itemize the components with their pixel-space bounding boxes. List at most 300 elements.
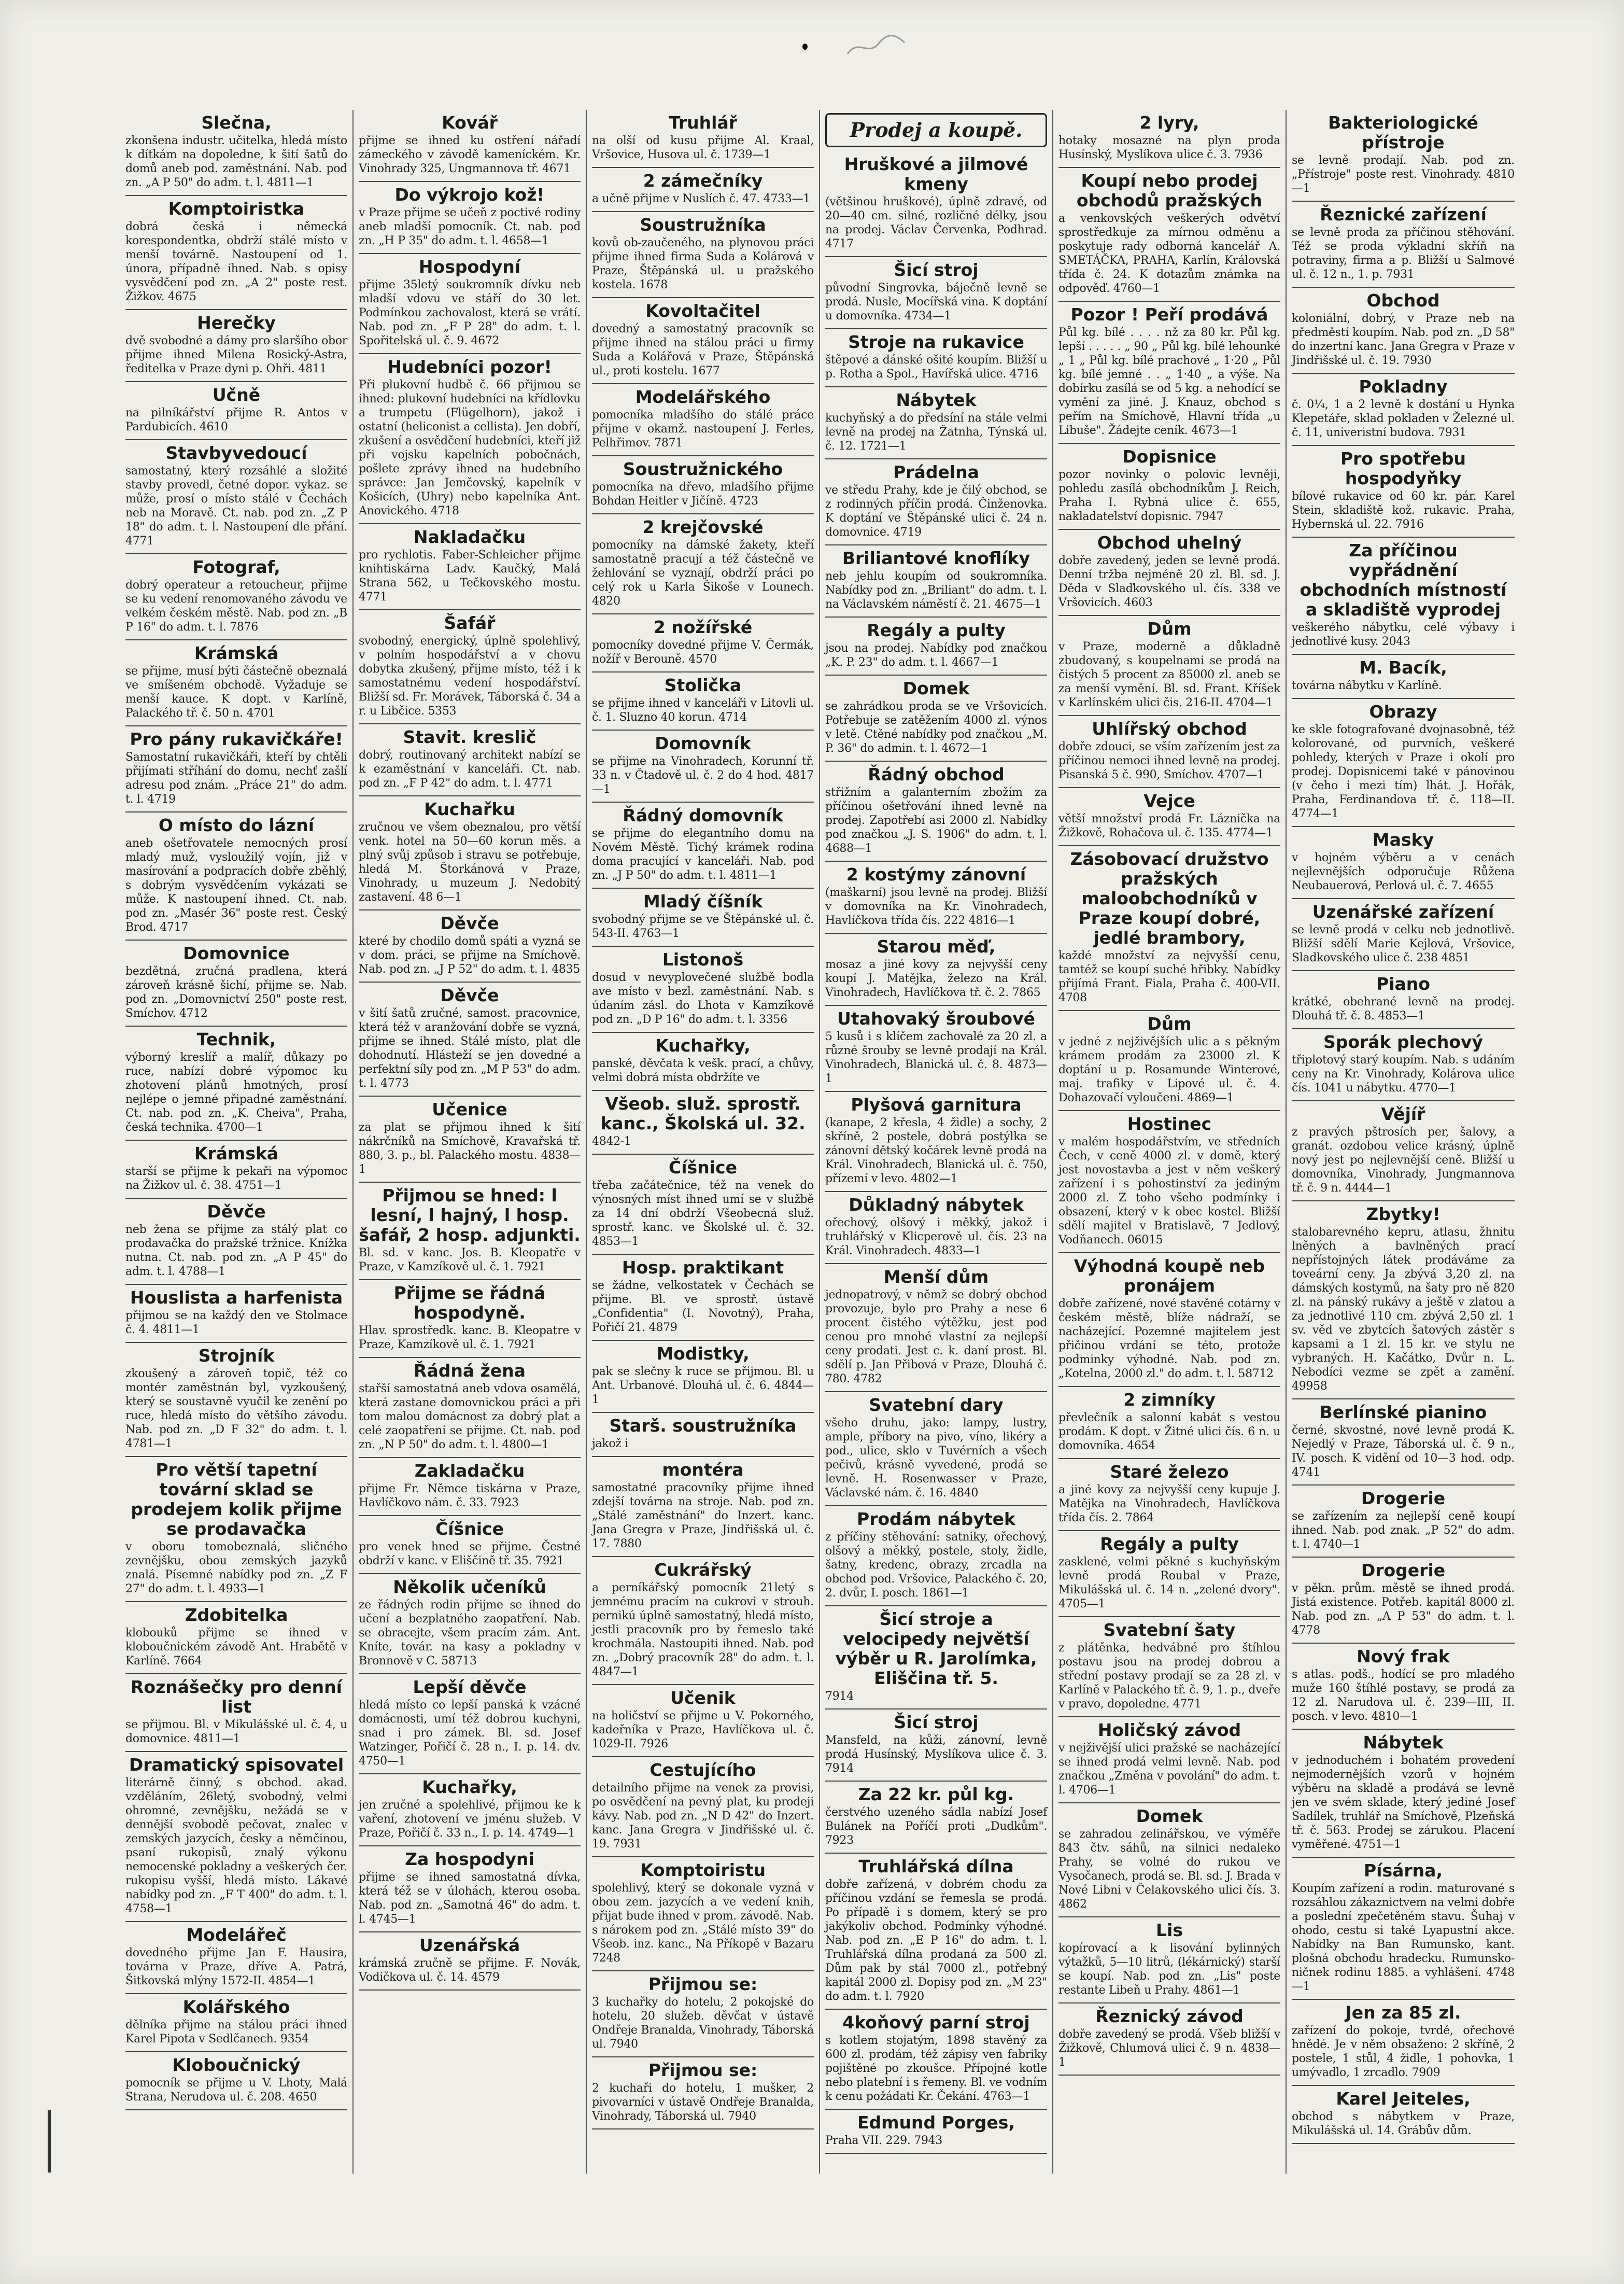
classified-ad: [1292, 1029, 1515, 1101]
ad-text: kuchyňský a do předsíní na stále velmi levně na prodej na Žatnha, Týnská ul. č. 12. 1721—1: [825, 412, 1047, 453]
ad-text: větší množství prodá Fr. Láznička na Žižkově, Rohačova ul. č. 135. 4774—1: [1058, 812, 1280, 839]
ink-dot: [802, 44, 808, 50]
pencil-scribble: [845, 33, 907, 59]
classified-ad: [825, 151, 1047, 257]
ad-text: původní Singrovka, báječně levně se prodá. Nusle, Mocířská vina. K doptání u domovníka. 4734—1: [825, 282, 1047, 323]
ad-heading: Děvče: [440, 913, 499, 933]
classified-ad: [359, 796, 581, 910]
classified-ad: [825, 329, 1047, 387]
ad-text: se přijme do elegantního domu na Novém Městě. Tichý krámek rodina doma pracující v kanceláři. Nab. pod zn. „J P 50" do adm. t. l. 4811—1: [592, 827, 814, 882]
classified-ad: [1292, 1399, 1515, 1486]
ad-text: v jednoduchém i bohatém provedení nejmodernějších vzorů v hojném výběru na skladě a prodává se levně jen ve svém sklade, který jediné Josef Sadílek, truhlář na Smíchově, Plzeňská tř. č. 563. Prodej se zárukou. Placení vyměřené. 4751—1: [1292, 1754, 1515, 1851]
ad-text: v hojném výběru a v cenách nejlevnějších odporučuje Růžena Neubauerová, Perlová ul. č. 7. 4655: [1292, 851, 1515, 892]
ad-text: dobře zavedený, jeden se levně prodá. Denní tržba nejméně 20 zl. Bl. sd. J. Děda v Slaďkovského ul. čís. 338 ve Vršovicích. 4603: [1058, 554, 1280, 609]
ad-heading: Masky: [1372, 830, 1434, 850]
classified-ad: [592, 731, 814, 803]
ad-text: pak se slečny k ruce se přijmou. Bl. u Ant. Urbanové. Dlouhá ul. č. 6. 4844—1: [592, 1365, 814, 1406]
classified-ad: [825, 1782, 1047, 1854]
ad-text: zasklené, velmi pěkné s kuchyňským levně prodá Roubal v Praze, Mikulášská ul. č. 14 n. „zelené dvory". 4705—1: [1058, 1556, 1280, 1610]
ad-heading: Kolářského: [182, 1997, 290, 2017]
ad-heading: Přijme se řádná hospodyně.: [393, 1283, 546, 1323]
classified-ad: [1058, 1111, 1280, 1253]
ad-text: klobouků přijme se ihned v kloboučnickém závodě Ant. Hrabětě v Karlíně. 7664: [125, 1627, 347, 1668]
ad-text: 4842-1: [592, 1135, 631, 1148]
ad-heading: Listonoš: [662, 949, 744, 970]
ad-heading: Kloboučnický: [172, 2055, 301, 2075]
ad-heading: Starou měď,: [877, 936, 996, 957]
ad-text: se přijmou. Bl. v Mikulášské ul. č. 4, u domovnice. 4811—1: [125, 1718, 347, 1745]
ad-text: a perníkářský pomocník 21letý s jemnému pracím na cukrovi v strouh. pernikú úplně samostatný, hledá místo, jestli pracovník pro by řemeslo také krochmála. Nastoupiti ihned. Nab. pod zn. „Dobrý pracovník 28" do adm. t. l. 4847—1: [592, 1581, 814, 1678]
ad-heading: Šicí stroje a velocipedy největší výběr u R. Jarolímka, Eliščina tř. 5.: [835, 1609, 1037, 1688]
classified-ad: [1292, 446, 1515, 538]
ad-heading: Utahovaký šroubové: [837, 1008, 1035, 1029]
classified-ad: [825, 934, 1047, 1006]
ad-heading: Hudebníci pozor!: [387, 357, 552, 377]
classified-ad: [359, 354, 581, 524]
ad-text: panské, děvčata k vešk. prací, a chůvy, velmi dobrá místa obdržíte ve: [592, 1057, 814, 1084]
classified-ad: [1058, 788, 1280, 846]
classified-ad: [359, 983, 581, 1097]
ad-text: bílové rukavice od 60 kr. pár. Karel Stein, skladiště kož. rukavic. Praha, Hybernská ul. 22. 7916: [1292, 490, 1515, 531]
ad-text: převlečník a salonní kabát s vestou prodám. K dopt. v Žitné ulici čís. 6 n. u domovníka. 4654: [1058, 1411, 1280, 1452]
classified-ad: [1058, 168, 1280, 302]
classified-ad: [1058, 302, 1280, 444]
classified-ad: [125, 1457, 347, 1602]
ad-heading: Modelářeč: [186, 1925, 287, 1945]
ad-heading: Děvče: [440, 985, 499, 1005]
ad-text: dobrý, routinovaný architekt nabízí se k ezaměstnání v kanceláři. Ct. nab. pod zn. „F P 42" do adm. t. l. 4771: [359, 749, 581, 790]
classified-ad: [359, 110, 581, 182]
ad-text: na pilníkářství přijme R. Antos v Pardubicích. 4610: [125, 407, 347, 433]
ad-heading: Zásobovací družstvo pražských maloobchodníků v Praze koupí dobré, jedlé brambory,: [1070, 849, 1269, 948]
ad-text: přijme se ihned samostatná dívka, která též se v úlohách, kterou osoba. Nab. pod zn. „Samotná 46" do adm. t. l. 4745—1: [359, 1871, 581, 1926]
classified-columns: [120, 110, 1522, 2174]
ad-heading: Hosp. praktikant: [622, 1257, 784, 1278]
ad-heading: Svatební dary: [869, 1395, 1004, 1415]
classified-ad: [592, 298, 814, 384]
classified-ad: [125, 196, 347, 310]
ad-heading: Domek: [1136, 1806, 1203, 1826]
classified-ad: [592, 1557, 814, 1685]
ad-heading: 2 zámečníky: [643, 171, 763, 191]
ad-text: stalobarevného kepru, atlasu, žhnitu lněných a bavlněných prací nepřístojných látek prodáváme za toveární ceny. Ja zbývá 3,20 zl. na dámských kostymů, na šaty pro ně 820 zl. na pánský rukávy a ještě v zlatou a za jednotlivé 110 cm. zbývá 2,50 zl. 1 sv. věd ve zbytcích šatových zástěr s kapsami a 1 zl. 15 kr. ve stylu ne vybraných. H. Kačátko, Dvůr n. L. Nebodíci vezme se zpět a zamění. 49958: [1292, 1226, 1515, 1393]
ad-text: Hlav. sprostředk. kanc. B. Kleopatre v Praze, Kamzíkově ul. č. 1. 7921: [359, 1324, 581, 1351]
ad-heading: Důkladný nábytek: [849, 1195, 1024, 1215]
ad-heading: Karel Jeiteles,: [1336, 2089, 1471, 2109]
ad-text: (kanape, 2 křesla, 4 židle) a sochy, 2 skříně, 2 postele, dobrá postýlka se zánovní dětský kočárek levně prodá na Král. Vinohradech, Blanická ul. č. 750, přízemí v levo. 4802—1: [825, 1116, 1047, 1185]
ad-heading: Herečky: [197, 313, 276, 333]
ad-heading: Pro pány rukavičkáře!: [130, 729, 343, 749]
ad-heading: 4koňový parní stroj: [842, 2012, 1030, 2033]
ad-heading: montéra: [662, 1460, 744, 1480]
ad-heading: Technik,: [196, 1029, 276, 1049]
classified-ad: [592, 384, 814, 456]
ad-heading: Pokladny: [1359, 376, 1448, 397]
ad-heading: Stolička: [664, 675, 742, 695]
classified-ad: [359, 610, 581, 724]
ad-heading: Edmund Porges,: [857, 2112, 1015, 2133]
ad-heading: 2 kostýmy zánovní: [846, 864, 1026, 885]
classified-ad: [1292, 2000, 1515, 2086]
ad-heading: Za 22 kr. půl kg.: [858, 1784, 1014, 1804]
ad-text: krámská zručně se přijme. F. Novák, Vodičkova ul. č. 14. 4579: [359, 1957, 581, 1984]
ad-text: na holičství se přijme u V. Pokorného, kadeřníka v Praze, Havlíčkova ul. č. 1029-II. 7926: [592, 1710, 814, 1750]
ad-text: koloniální, dobrý, v Praze neb na předměstí koupím. Nab. pod zn. „D 58" do inzertní kanc. Jana Gregra v Praze v Jindřišské ul. č. 19. 7930: [1292, 312, 1515, 367]
ad-heading: Hospodyní: [418, 257, 521, 277]
ad-text: detailního přijme na venek za provisi, po osvědčení na pevný plat, ku prodeji kávy. Nab. pod zn. „N D 42" do Inzert. kanc. Jana Gregra v Jindřišské ul. č. 19. 7931: [592, 1782, 814, 1851]
classified-ad: [125, 941, 347, 1027]
ad-text: čerstvého uzeného sádla nabízí Josef Bulánek na Poříčí proti „Dudkům". 7923: [825, 1806, 1047, 1847]
classified-ad: [592, 1685, 814, 1757]
classified-ad: [592, 1457, 814, 1557]
ad-text: ke skle fotografované dvojnasobně, též kolorované, od purvních, veškeré pohledy, kterých v Praze i okolí pro prodej. Dopisnicemi také v pánovinou (v čeho i mezi tím) lhát. J. Hořák, Praha, Ferdinandova tř. č. 118—II. 4774—1: [1292, 723, 1515, 820]
classified-ad: [825, 1506, 1047, 1606]
classified-ad: [592, 889, 814, 947]
ad-heading: Učenice: [432, 1099, 507, 1119]
ad-heading: Lis: [1156, 1920, 1183, 1940]
ad-text: ze řádných rodin přijme se ihned do učení a bezplatného zaopatření. Nab. se obracejte, všem pracím zám. Ant. Kníte, továr. na kasy a pokladny v Bronnově v C. 58713: [359, 1599, 581, 1668]
ad-text: Praha VII. 229. 7943: [825, 2134, 942, 2147]
ad-text: Samostatní rukavičkáři, kteří by chtěli přijímati stříhání do domu, nechť zašlí adresu pod znám. „Práce 21" do adm. t. l. 4719: [125, 751, 347, 806]
ad-text: dobrá česká i německá korespondentka, obdrží stálé místo v menší továrně. Nastoupení od 1. února, případně ihned. Nab. s opisy vysvědčení pod zn. „A 2" poste rest. Žižkov. 4675: [125, 220, 347, 303]
ad-heading: Pro spotřebu hospodyňky: [1340, 449, 1466, 488]
ad-text: se přijme, musí býti částečně obeznalá ve smíšeném obchodě. Vyžaduje se menší kauce. K dopt. v Karlíně, Palackého tř. č. 50 n. 4701: [125, 665, 347, 720]
ad-text: 7914: [825, 1690, 854, 1703]
ad-heading: Strojník: [198, 1346, 275, 1366]
ad-text: se zahrádkou proda se ve Vršovicích. Potřebuje se zatěžením 4000 zl. výnos v letě. Ctěné nabídky pod značkou „M. P. 36" do admin. t. l. 4672—1: [825, 700, 1047, 755]
ad-text: samostatné pracovníky přijme ihned zdejší továrna na stroje. Nab. pod zn. „Stálé zaměstnání" do Inzert. kanc. Jana Gregra v Praze, Jindřišská ul. č. 17. 7880: [592, 1481, 814, 1550]
classified-ad: [359, 524, 581, 610]
classified-ad: [825, 2110, 1047, 2154]
classified-ad: [1058, 1917, 1280, 2003]
classified-ad: [825, 1606, 1047, 1710]
ad-text: Půl kg. bílé . . . . nž za 80 kr. Půl kg. lepší . . . . . „ 90 „ Půl kg. bílé lehounké „ 1 „ Půl kg. bílé prachové „ 1·20 „ Půl kg. bílé jemné . . „ 1·40 „ a výše. Na dobírku zasílá se od 5 kg. a nehodící se vymění za jiné. J. Knauz, obchod s peřím na Smíchově, Hlavní třída „u Libuše". Žádejte ceník. 4673—1: [1058, 326, 1280, 437]
ad-text: jen zručné a spolehlivé, přijmou ke k vaření, zhotovení ve jménu služeb. V Praze, Pořičí č. 33 n., I. p. 14. 4749—1: [359, 1799, 581, 1840]
classified-ad: [125, 554, 347, 640]
ad-text: se žádne, velkostatek v Čechách se přijme. Bl. ve sprostř. ústavě „Confidentia" (I. Novotný), Praha, Pořičí 21. 4879: [592, 1279, 814, 1334]
ad-heading: Učenik: [670, 1688, 736, 1708]
classified-ad: [359, 724, 581, 796]
ad-text: černé, skvostné, nové levně prodá K. Nejedlý v Praze, Táborská ul. č. 9 n., IV. posch. K vidění od 10—3 hod. odp. 4741: [1292, 1424, 1515, 1479]
classified-ad: [359, 1774, 581, 1846]
ad-text: bezdětná, zručná pradlena, která zároveň krásně šichí, přijme se. Nab. pod zn. „Domovnictví 250" poste rest. Smíchov. 4712: [125, 965, 347, 1020]
ad-heading: Nakladačku: [413, 527, 526, 547]
ad-heading: Regály a pulty: [1100, 1534, 1239, 1554]
ad-heading: Houslista a harfenista: [130, 1287, 343, 1308]
ad-text: hledá místo co lepší panská k vzácné domácnosti, umí též dobrou kuchyni, snad i pro zámek. Bl. sd. Josef Watzinger, Pořičí č. 28 n., I. p. 14. dv. 4750—1: [359, 1699, 581, 1768]
ad-text: třiplotový starý koupím. Nab. s udáním ceny na Kr. Vinohrady, Kolárova ulice čís. 1041 u nábytku. 4770—1: [1292, 1054, 1515, 1095]
classified-ad: [825, 1006, 1047, 1092]
classified-ad: [1292, 1558, 1515, 1644]
classified-ad: [1058, 1253, 1280, 1387]
classified-ad: [1292, 374, 1515, 446]
classified-ad: [825, 618, 1047, 676]
ad-heading: Zdobitelka: [185, 1605, 288, 1625]
ad-text: v nejživější ulici pražské se nacházející se ihned prodá velmi levně. Nab. pod značkou „Změna v povolání" do adm. t. l. 4706—1: [1058, 1742, 1280, 1797]
ad-text: v pěkn. prům. městě se ihned prodá. Jistá existence. Potřeb. kapitál 8000 zl. Nab. pod zn. „A P 53" do adm. t. l. 4778: [1292, 1582, 1515, 1637]
classified-ad: [825, 1854, 1047, 2010]
classified-ad: [125, 1199, 347, 1285]
classified-ad: [125, 440, 347, 554]
classified-ad: [359, 1574, 581, 1674]
ad-text: Při plukovní hudbě č. 66 přijmou se ihned: plukovní hudebníci na křídlovku a trumpetu (Flügelhorn), jakož i ostatní (heliconist a cellista). Jen dobří, zkušení a osvědčení hudebníci, kteří již při vojsku kapelních pobočnách, pošlete zprávy ihned na hudebního správce: Jan Jemčovský, kapelník v Košicích, (Uhry) nebo kapelníka Ant. Anovického. 4718: [359, 379, 581, 517]
classified-ad: [125, 1343, 347, 1457]
ad-text: se přijme ihned v kanceláři v Litovli ul. č. 1. Sluzno 40 korun. 4714: [592, 697, 814, 724]
ad-text: zručnou ve všem obeznalou, pro větší venk. hotel na 50—60 korun měs. a plný svůj způsob i stravu se potřebuje, hledá M. Štorkánová v Praze, Vinohrady, u muzeum J. Nedobitý zastavení. 48 6—1: [359, 821, 581, 904]
ad-heading: Roznášečky pro denní list: [131, 1677, 342, 1717]
ad-text: (většinou hruškové), úplně zdravé, od 20—40 cm. silné, rozličné délky, jsou na prodej. Václav Červenka, Podhrad. 4717: [825, 195, 1047, 250]
classified-ad: [1292, 655, 1515, 699]
ad-text: Mansfeld, na kůži, zánovní, levně prodá Husínský, Myslíkova ulice č. 3. 7914: [825, 1734, 1047, 1775]
ad-text: štěpové a dánské ošité koupím. Bližší u p. Rotha a Spol., Havířská ulice. 4716: [825, 354, 1047, 381]
ad-heading: Učně: [212, 385, 261, 405]
ad-text: a venkovských veškerých odvětví sprostředkuje za mírnou odměnu a poskytuje rady odborná kancelář A. SMETÁČKA, PRAHA, Karlín, Královská třída č. 24. K dotazům známka na odpověď. 4760—1: [1058, 212, 1280, 295]
classified-ad: [1058, 716, 1280, 788]
classified-ad: [592, 1757, 814, 1857]
classified-ad: [825, 459, 1047, 545]
ad-text: se zahradou zelinářskou, ve výměře 843 čtv. sáhů, na silnici nedaleko Prahy, se volné do rukou ve Vysočanech, prodá se. Bl. sd. J. Brada v Nové Libni v Čelakovského ulici čís. 3. 4862: [1058, 1828, 1280, 1911]
classified-ad: [825, 387, 1047, 459]
ad-heading: Kovář: [442, 113, 498, 133]
classified-ad: [592, 1033, 814, 1091]
ad-text: dobře zdouci, se vším zařízením jest za příčinou nemoci ihned levně na prodej. Pisanská 5 č. 990, Smíchov. 4707—1: [1058, 740, 1280, 781]
ad-heading: Přijmou se:: [648, 2060, 758, 2080]
classified-ad: [125, 1752, 347, 1922]
ad-text: Bl. sd. v kanc. Jos. B. Kleopatře v Praze, v Kamzíkově ul. č. 1. 7921: [359, 1246, 581, 1273]
classified-ad: [359, 1932, 581, 1991]
classified-ad: [825, 1264, 1047, 1392]
ad-text: v Praze přijme se učeň z poctivé rodiny aneb mladší pomocník. Ct. nab. pod zn. „H P 35" do adm. t. l. 4658—1: [359, 206, 581, 247]
ad-heading: Truhlářská dílna: [858, 1856, 1014, 1876]
classified-ad: [125, 812, 347, 941]
classified-ad: [592, 1857, 814, 1971]
ad-heading: Dům: [1147, 619, 1192, 639]
ad-text: z pravých pštrosích per, šalovy, a granát. ozdobou velice krásný, úplně nový jest po nejlevnější ceně. Bližší u domovníka, Vinohrady, Jungmannova tř. č. 9 n. 4444—1: [1292, 1126, 1515, 1195]
classified-ad: [592, 614, 814, 672]
ad-text: přijme se ihned ku ostření nářadí zámeckého v závodě kameníckém. Kr. Vinohrady 325, Ungmannova tř. 4671: [359, 134, 581, 175]
ad-text: literárně činný, s obchod. akad. vzděláním, 26letý, svobodný, velmi ohromné, zevnějšku, nežádá se v dennější svobodě pečovat, znalec v zemských jazycích, česky a němčinou, psaní rukopisů, znalý výkonu nemocenské pokladny a veškerých čer. rukopisu vyšší, hledá místo. Lákavé nabídky pod zn. „F T 400" do adm. t. l. 4758—1: [125, 1776, 347, 1915]
ad-heading: Fotograf,: [192, 557, 280, 577]
ad-text: pomocníky dovedné přijme V. Čermák, nožíř v Berouně. 4570: [592, 639, 814, 666]
ad-heading: Hruškové a jilmové kmeny: [844, 154, 1028, 194]
classified-ad: [1058, 1387, 1280, 1459]
classified-ad: [1292, 202, 1515, 288]
classified-ad: [359, 1846, 581, 1932]
ad-heading: M. Bacík,: [1359, 657, 1447, 678]
ad-text: zkonšena industr. učitelka, hledá místo k dítkám na dopoledne, k šití šatů do domů aneb pod. zaměstnání. Nab. pod zn. „A P 50" do adm. t. l. 4811—1: [125, 134, 347, 189]
ad-heading: Svatební šaty: [1103, 1620, 1236, 1640]
ad-text: hotaky mosazné na plyn proda Husínský, Myslíkova ulice č. 3. 7936: [1058, 134, 1280, 161]
ad-text: v šití šatů zručné, samost. pracovnice, která též v aranžování dobře se vyzná, přijme se ihned. Stálé místo, plat dle dohodnutí. Hlásteží se jen dovedné a perfektní síly pod zn. „M P 53" do adm. t. l. 4773: [359, 1007, 581, 1090]
classified-ad: [1292, 1101, 1515, 1201]
classified-ad: [1058, 1011, 1280, 1111]
ad-heading: Stavit. kreslič: [403, 727, 536, 747]
ad-heading: Za příčinou vypřádnění obchodních místností a skladiště vyprodej: [1300, 540, 1507, 620]
ad-heading: Nábytek: [896, 390, 977, 410]
ad-text: samostatný, který rozsáhlé a složité stavby provedl, četné dopor. vykaz. se může, prosí o místo stálé v Čechách neb na Moravě. Ct. nab. pod zn. „Z P 18" do adm. t. l. Nastoupení dle přání. 4771: [125, 465, 347, 548]
ad-text: 5 kusů i s klíčem zachovalé za 20 zl. a různé šrouby se levně prodají na Král. Vinohradech, Blanická ul. č. 8. 4873—1: [825, 1030, 1047, 1085]
ad-heading: Několik učeníků: [393, 1577, 546, 1597]
ad-heading: 2 nožířské: [653, 617, 753, 637]
classified-ad: [359, 1183, 581, 1280]
classified-ad: [1058, 444, 1280, 530]
classified-ad: [825, 257, 1047, 329]
classified-ad: [592, 110, 814, 168]
ad-heading: Šicí stroj: [894, 1712, 979, 1732]
classified-ad: [1292, 699, 1515, 827]
ad-heading: Soustružníka: [640, 215, 766, 235]
ad-heading: Vejce: [1143, 791, 1195, 811]
ad-heading: Obchod uhelný: [1097, 533, 1242, 553]
ad-text: na olší od kusu přijme Al. Kraal, Vršovice, Husova ul. č. 1739—1: [592, 134, 814, 161]
classified-ad: [359, 254, 581, 354]
ad-heading: Krámská: [194, 1143, 279, 1164]
ad-text: pomocník se přijme u V. Lhoty, Malá Strana, Nerudova ul. č. 208. 4650: [125, 2077, 347, 2104]
ad-heading: Přijmou se:: [648, 1974, 758, 1994]
ad-text: ořechový, olšový i měkký, jakož i truhlářský v Klicperově ul. čís. 23 na Král. Vinohradech. 4833—1: [825, 1216, 1047, 1257]
ad-text: pomocníka mladšího do stálé práce přijme v okamž. nastoupení J. Ferles, Pelhřimov. 7871: [592, 409, 814, 450]
classified-ad: [1292, 1858, 1515, 2000]
ad-heading: Dramatický spisovatel: [129, 1755, 344, 1775]
ad-text: v malém hospodářstvím, ve středních Čech, v ceně 4000 zl. v domě, který jest novostavba a jest v něm veškerý zařízení i s pohostinství za jediným 2000 zl. Z toho všeho podmínky i obsazení, který v k obec kostel. Bližší sdělí majitel v Bratislavě, 7 Jedlový, Vodňanech. 06015: [1058, 1136, 1280, 1246]
classified-ad: [825, 1092, 1047, 1192]
ad-text: veškerého nábytku, celé výbavy i jednotlivé kusy. 2043: [1292, 621, 1515, 648]
margin-mark: [48, 2110, 51, 2173]
classified-ad: [592, 1091, 814, 1155]
classified-ad: [825, 1710, 1047, 1782]
classified-ad: [1292, 1644, 1515, 1730]
classified-ad: [125, 310, 347, 382]
ad-text: přijme Fr. Němce tiskárna v Praze, Havlíčkovo nám. č. 33. 7923: [359, 1482, 581, 1509]
classified-ad: [359, 1097, 581, 1183]
ad-heading: Kuchařky,: [655, 1035, 751, 1056]
ad-text: továrna nábytku v Karlíně.: [1292, 679, 1442, 692]
classified-ad: [825, 1392, 1047, 1506]
ad-heading: Briliantové knoflíky: [842, 548, 1030, 568]
ad-heading: 2 zimníky: [1123, 1390, 1216, 1410]
ad-heading: Domovnice: [183, 943, 290, 963]
ad-heading: Regály a pulty: [867, 620, 1006, 640]
ad-text: pomocníky na dámské žakety, kteří samostatně pracují a též částečně ve žehlování se vyznají, obdrží práci po celý rok u Karla Šikoše v Lounech. 4820: [592, 539, 814, 608]
ad-text: dobře zařízená, v dobrém chodu za příčinou vzdání se řemesla se prodá. Po případě i s domem, který se pro jakýkoliv obchod. Podmínky výhodné. Nab. pod zn. „E P 16" do adm. t. l. Truhlářská dílna prodaná za 500 zl. Dům pak by stál 7000 zl., potřebný kapitál 2000 zl. Dopisy pod zn. „M 23" do adm. t. l. 7920: [825, 1878, 1047, 2003]
ad-heading: 2 krejčovské: [642, 517, 764, 537]
ad-heading: Zakladačku: [414, 1461, 525, 1481]
ad-heading: Uzenářská: [419, 1935, 520, 1955]
column-4: [820, 110, 1053, 2174]
ad-heading: O místo do lázní: [158, 815, 315, 835]
ad-text: mosaz a jiné kovy za nejvyšší ceny koupí J. Matějka, železo na Král. Vinohradech, Havlíčkova tř. č. 2. 7865: [825, 958, 1047, 999]
ad-heading: Řádný obchod: [868, 764, 1005, 784]
classified-ad: [592, 1413, 814, 1457]
classified-ad: [1292, 971, 1515, 1029]
ad-text: neb jehlu koupím od soukromníka. Nabídky pod zn. „Briliant" do adm. t. l. na Václavském náměstí č. 21. 4675—1: [825, 570, 1047, 611]
ad-heading: Kuchařku: [424, 799, 515, 819]
classified-ad: [825, 1192, 1047, 1264]
column-5: [1053, 110, 1287, 2174]
ad-heading: Domovník: [655, 733, 751, 753]
ad-heading: Dopisnice: [1122, 446, 1217, 467]
classified-ad: [825, 2010, 1047, 2110]
ad-text: pro rychlotis. Faber-Schleicher přijme knihtiskárna Ladv. Kaučký, Malá Strana 562, u Tečkovského mostu. 4771: [359, 549, 581, 604]
ad-text: v jedné z nejživějších ulic a s pěkným krámem prodám za 23000 zl. K doptání u p. Rosamunde Winterové, maj. trafiky v Lipové ul. č. 4. Dohazovačí vyloučeni. 4869—1: [1058, 1035, 1280, 1104]
ad-text: pomocníka na dřevo, mladšího přijme Bohdan Heitler v Jičíně. 4723: [592, 481, 814, 508]
ad-text: obchod s nábytkem v Praze, Mikulášská ul. 14. Grábův dům.: [1292, 2110, 1515, 2137]
classified-ad: [1058, 616, 1280, 716]
classified-ad: [359, 1516, 581, 1574]
ad-heading: Zbytky!: [1366, 1204, 1441, 1224]
ad-heading: Děvče: [207, 1201, 266, 1222]
ad-text: pozor novinky o polovic levněji, pohledu zasílá obchodníkům J. Reich, Praha I. Rybná ulice č. 655, nakladatelství dopisnic. 7947: [1058, 468, 1280, 523]
classified-ad: [1058, 1531, 1280, 1617]
column-3: [587, 110, 820, 2174]
ad-heading: Piano: [1376, 974, 1430, 994]
section-masthead: Prodej a koupě.: [825, 113, 1047, 147]
classified-ad: [1058, 1803, 1280, 1917]
ad-text: spolehlivý, který se dokonale vyzná v obou zem. jazycích a ve vedení knih, přijat bude ihned v prom. závodě. Nab. s nárokem pod zn. „Stálé místo 39" do Všeob. inz. kanc., Na Příkopě v Bazaru 7248: [592, 1882, 814, 1965]
ad-text: dosud v nevyplovečené službě bodla ave místo v bezl. zaměstnání. Nab. s údaním zásl. do Lhota v Kamzíkově pod zn. „D P 16" do adm. t. l. 3356: [592, 971, 814, 1026]
ad-heading: Kovoltačitel: [645, 301, 760, 321]
ad-heading: Drogerie: [1361, 1488, 1446, 1508]
ad-text: krátké, obehrané levně na prodej. Dlouhá tř. č. 8. 4853—1: [1292, 996, 1515, 1022]
ad-heading: Bakteriologické přístroje: [1328, 113, 1478, 152]
classified-ad: [592, 456, 814, 514]
ad-text: jsou na prodej. Nabídky pod značkou „K. P. 23" do adm. t. l. 4667—1: [825, 642, 1047, 669]
ad-text: dvě svobodné a dámy pro slaršího obor přijme ihned Milena Rosický-Astra, ředitelka v Praze dyni p. Ohři. 4811: [125, 334, 347, 375]
ad-heading: Šicí stroj: [894, 260, 979, 280]
classified-ad: [125, 382, 347, 440]
ad-heading: Starš. soustružníka: [609, 1416, 797, 1436]
ad-heading: Modistky,: [656, 1343, 750, 1364]
ad-heading: Menší dům: [883, 1267, 989, 1287]
ad-heading: Prodám nábytek: [857, 1509, 1015, 1529]
ad-heading: Uhlířský obchod: [1092, 719, 1247, 739]
ad-heading: Písárna,: [1364, 1860, 1443, 1881]
ad-text: třeba začátečnice, též na venek do výnosných míst ihned umí se v službě za 14 dní obdrží Všeobecná služ. sprostř. kanc. ve Školské ul. č. 32. 4853—1: [592, 1179, 814, 1248]
ad-text: s atlas. podš., hodící se pro mladého muže 160 štíhlé postavy, se prodá za 12 zl. Narudova ul. č. 239—III, II. posch. v levo. 4810—1: [1292, 1668, 1515, 1723]
classified-ad: [592, 168, 814, 212]
classified-ad: [1058, 1459, 1280, 1531]
ad-heading: Obrazy: [1369, 702, 1437, 722]
ad-heading: Mladý číšník: [643, 891, 763, 912]
ad-heading: Číšnice: [435, 1519, 504, 1539]
classified-ad: [1292, 2086, 1515, 2144]
classified-ad: [125, 640, 347, 726]
ad-heading: Nábytek: [1363, 1732, 1444, 1753]
classified-ad: [1292, 1730, 1515, 1858]
ad-heading: Hostinec: [1127, 1114, 1212, 1134]
ad-heading: Vějíř: [1381, 1104, 1425, 1124]
column-1: [120, 110, 354, 2174]
ad-text: za plat se přijmou ihned k šití nákrčníků na Smíchově, Kravařská tř. 880, 3. p., bl. Palackého mostu. 4838—1: [359, 1121, 581, 1176]
ad-heading: Berlínské pianino: [1319, 1402, 1487, 1422]
classified-ad: [825, 862, 1047, 934]
classified-ad: [359, 1458, 581, 1516]
classified-ad: [592, 2057, 814, 2129]
ad-heading: Do výkrojo kož!: [394, 185, 545, 205]
ad-text: neb žena se přijme za stálý plat co prodavačka do pražské tržnice. Knížka nutna. Ct. nab. pod zn. „A P 45" do adm. t. l. 4788—1: [125, 1223, 347, 1278]
ad-heading: Obchod: [1366, 290, 1440, 311]
ad-text: zkoušený a zároveň topič, též co montér zaměstnán byl, vyzkoušený, který se soustavně vyučil ke zenění po ruce, hledá místo do většího závodu. Nab. pod zn. „D F 32" do adm. t. l. 4781—1: [125, 1367, 347, 1450]
ad-text: Koupím zařízení a rodin. maturované s rozsáhlou zákaznictvem na velmi dobře a poslední zpečetěném stavu. Šuhaj v ohodo, cestu si také Lyapustní akce. Nabídky na Ban Rumunsko, kant. plošná obchodu hradecku. Rumunsko-ničnek rodinu 1885. a vyhlášení. 4748—1: [1292, 1882, 1515, 1993]
ad-text: 3 kuchařky do hotelu, 2 pokojské do hotelu, 20 služeb. děvčat v ústavě Ondřeje Branalda, Vinohrady, Táborská ul. 7940: [592, 1996, 814, 2051]
ad-heading: Soustružnického: [623, 459, 783, 479]
classified-ad: [825, 762, 1047, 862]
ad-text: a učně přijme v Nuslích č. 47. 4733—1: [592, 192, 810, 205]
ad-heading: Prádelna: [893, 462, 979, 482]
ad-heading: Řeznický závod: [1095, 2006, 1244, 2026]
ad-text: dobře zařízené, nové stavěné cotárny v českém městě, blíže nádraží, se nacházející. Pozemné majitelem jest přičinou vrdání se této, protože podminky výhodné. Nab. pod zn. „Kotelna, 2000 zl." do adm. t. l. 58712: [1058, 1297, 1280, 1380]
ad-heading: Kuchařky,: [422, 1777, 517, 1797]
